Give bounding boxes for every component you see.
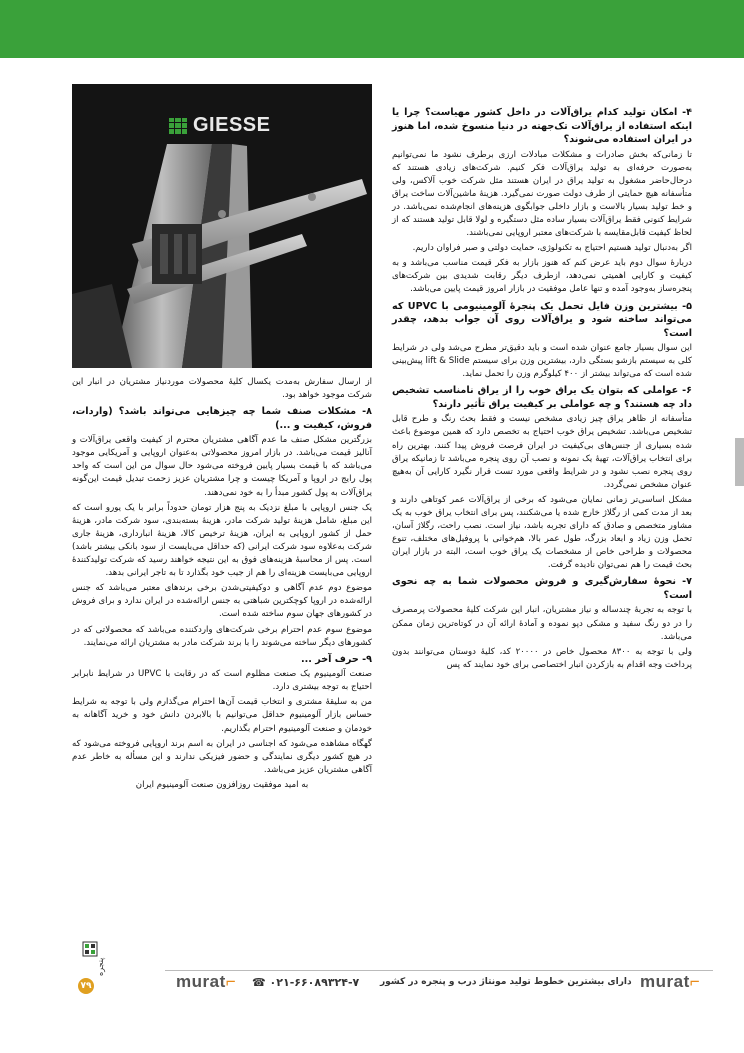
question-4-paragraph: اگر به‌دنبال تولید هستیم احتیاج به تکنولوژی، حمایت دولتی و صبر فراوان داریم. (412, 243, 692, 254)
question-6-heading: ۶- عواملی که بتوان یک یراق خوب را از یراق نامناسب تشخیص داد چه هستند؟ و چه عواملی بر کیفیت یراق تأثیر دارند؟ (392, 385, 692, 410)
murat-logo-right (640, 972, 700, 992)
question-9-heading: ۹- حرف آخر ... (301, 653, 372, 665)
murat-logo-text: murat (176, 972, 226, 991)
header-divider (0, 58, 744, 60)
product-photo (72, 84, 372, 368)
giesse-logo-mark-icon (169, 118, 187, 134)
question-4-heading: ۴- امکان تولید کدام یراق‌آلات در داخل کشور مهیاست؟ چرا یا اینکه استفاده از یراق‌آلات تک‌جهته در دنیا منسوخ شده، اما هنوز در ایران استفاده می‌شوند؟ (392, 107, 692, 145)
footer-phone (252, 976, 359, 989)
question-6-paragraph: مشکل اساسی‌تر زمانی نمایان می‌شود که برخی از یراق‌آلات عمر کوتاهی دارند و بعد از مدت کمی از رگلاژ خارج شده یا می‌شکنند، پس برای انتخاب یراق خوب به یک مشاور متخصص و صادق که دارای تجربه باشد، نیاز است. نصب راحت، رگلاژ آسان، تحمل وزن زیاد و ابعاد بزرگ، طول عمر بالا، هم‌خوانی با پروفیل‌های مختلف، تنوع محصولات و طراحی خاص از مشخصات یک یراق خوب است، البته در بازار ایران بحث قیمت را هم نمی‌توان نادیده گرفت. (392, 494, 692, 571)
question-8-paragraph: بزرگترین مشکل صنف ما عدم آگاهی مشتریان محترم از کیفیت واقعی یراق‌آلات و آنالیز قیمت می‌باشد. در بازار امروز محصولاتی به‌عنوان اروپایی و آمریکایی موجود می‌باشد که با قیمت بسیار پایین فروخته می‌شود حال سوال من این است که واحد پول رایج در اروپا و آمریکا چیست و چرا مشتریان عزیز زحمت تبدیل قیمت این‌گونه یراق‌آلات به پول کشور مبدأ را به خود نمی‌دهند. (72, 435, 372, 498)
murat-logo-left (176, 972, 236, 992)
question-7-continuation: از ارسال سفارش به‌مدت یکسال کلیهٔ محصولات موردنیاز مشتریان در انبار این شرکت موجود خواهد بود. (72, 377, 372, 401)
header-bar (0, 0, 744, 58)
question-9-paragraph: من به سلیقهٔ مشتری و انتخاب قیمت آن‌ها احترام می‌گذارم ولی با توجه به شرایط حساس بازار آلومینیوم حداقل می‌توانیم با بالابردن دانش خود و خرید آگاهانه به خودمان و صنعت آلومینیوم احترام بگذاریم. (72, 697, 372, 734)
article-left-column (72, 376, 372, 792)
question-5-paragraph: این سوال بسیار جامع عنوان شده است و باید دقیق‌تر مطرح می‌شد ولی در شرایط کلی به سیستم بازشو بستگی دارد، بیشترین وزن برای سیستم lift & Slide پیش‌بینی شده است که می‌تواند بیشتر از ۴۰۰ کیلوگرم وزن را تحمل نماید. (392, 343, 693, 380)
question-4-paragraph: تا زمانی‌که بخش صادرات و مشکلات مبادلات ارزی برطرف نشود ما نمی‌توانیم به‌صورت حرفه‌ای به تولید یراق‌آلات فکر کنیم. شرکت‌های زیادی هستند که درحال‌حاضر مشغول به تولید یراق در ایران هستند مثل شرکت خوب آلاکس، ولی متأسفانه هیچ حمایتی از طرف دولت صورت نمی‌گیرد. هزینهٔ ماشین‌آلات ساخت یراق و خط تولید بسیار بالاست و بازار داخلی جوابگوی هزینه‌های انجام‌شده نمی‌باشد. در شرایط کنونی فقط یراق‌آلات بسیار ساده مثل دستگیره و لولا قابل تولید هستند که از لحاظ کیفیت قابل‌مقایسه با شرکت‌های معتبر اروپایی نمی‌باشند. (392, 149, 692, 239)
giesse-logo (169, 114, 270, 137)
article-right-column (392, 103, 692, 672)
page-edge-tab (735, 438, 744, 486)
phone-icon: ☎ (252, 976, 266, 989)
question-9-paragraph: صنعت آلومینیوم یک صنعت مظلوم است که در رقابت با UPVC در شرایط نابرابر احتیاج به توجه بیشتری دارد. (72, 669, 372, 693)
footer-tagline: دارای بیشترین خطوط تولید مونتاژ درب و پنجره در کشور (380, 977, 632, 987)
closing-line: به امید موفقیت روزافزون صنعت آلومینیوم ایران (135, 779, 309, 790)
murat-logo-text: murat (640, 972, 690, 991)
question-7-paragraph: با توجه به تجربهٔ چندساله و نیاز مشتریان، انبار این شرکت کلیهٔ محصولات پرمصرف را در دو رنگ سفید و مشکی دپو نموده و آمادهٔ ارائه آن در کوتاه‌ترین زمان ممکن می‌باشد. (392, 605, 692, 642)
question-7-heading: ۷- نحوهٔ سفارش‌گیری و فروش محصولات شما به چه نحوی است؟ (392, 576, 692, 601)
question-8-paragraph: یک جنس اروپایی با مبلغ نزدیک به پنج هزار تومان حدوداً برابر با یک یورو است که این مبلغ، شامل هزینهٔ تولید شرکت مادر، هزینهٔ بسته‌بندی، سود شرکت مادر، هزینهٔ حمل از کشور اروپایی به ایران، هزینهٔ ترخیص کالا، هزینهٔ انبارداری، هزینهٔ جاری شرکت به‌علاوه سود شرکت ایرانی (که حداقل می‌بایست از سود بانکی بیشتر باشد) است. پس از محاسبهٔ هزینه‌های فوق به این نتیجه خواهند رسید که شرکت تولیدکنندهٔ اروپایی می‌بایست هزینه‌ای را هم از جیب خود بگذارد تا به تاجر ایرانی بدهد. (72, 502, 372, 579)
page-number: ۷۹ (78, 978, 94, 994)
question-8-paragraph: موضوع دوم عدم آگاهی و دوکیفیتی‌شدن برخی برندهای معتبر می‌باشد که جنس ارائه‌شده در اروپا کوچکترین شباهتی به جنس ارائه‌شده در ایران ندارد و برای فروش در کشورهای جهان سوم ساخته شده است. (72, 583, 372, 620)
question-6-paragraph: متأسفانه از ظاهر یراق چیز زیادی مشخص نیست و فقط بحث رنگ و طرح قابل تشخیص می‌باشد. تشخیص یراق خوب احتیاج به تخصص دارد که همین موضوع باعث شده بسیاری از جنس‌های بی‌کیفیت در ایران فرصت فروش پیدا کنند. بهترین راه برای انتخاب یراق‌آلات، تهیهٔ یک نمونه و نصب آن روی پنجره می‌باشد تا زمانیکه یراق روی پنجره نصب نشود و در شرایط واقعی مورد تست قرار نگیرد کارایی آن به‌هیچ عنوان مشخص نمی‌گردد. (392, 414, 692, 490)
question-7-paragraph: ولی با توجه به ۸۳۰۰ محصول خاص در ۲۰۰۰۰ کد، کلیهٔ دوستان می‌توانند بدون پرداخت وجه اقدام به بازکردن انبار اختصاصی برای خود نمایند که پس (392, 646, 693, 670)
phone-number: ۰۲۱-۶۶۰۸۹۳۲۴-۷ (269, 976, 360, 989)
svg-text:پنجره: پنجره (96, 957, 105, 976)
murat-accent-mark-icon: ⌐ (225, 972, 237, 991)
question-8-paragraph: موضوع سوم عدم احترام برخی شرکت‌های واردکننده می‌باشد که محصولاتی که در کشورهای دیگر ساخته می‌شوند را با برند شرکت مادر به مشتریان ارائه می‌نمایند. (72, 624, 372, 648)
giesse-logo-text: GIESSE (193, 114, 271, 136)
footer-divider (165, 970, 713, 971)
question-8-heading: ۸- مشکلات صنف شما چه چیزهایی می‌تواند باشد؟ (واردات، فروش، کیفیت و ...) (72, 406, 372, 431)
murat-accent-mark-icon: ⌐ (689, 972, 701, 991)
question-4-paragraph: دربارهٔ سوال دوم باید عرض کنم که هنوز بازار به فکر قیمت مناسب می‌باشد و به کیفیت و کارایی اهمیتی نمی‌دهد، ازطرف دیگر رقابت شدیدی بین شرکت‌های پنجره‌ساز به‌وجود آمده و تنها عامل موفقیت در بازار امروز قیمت پایین می‌باشد. (392, 258, 692, 295)
question-9-paragraph: گهگاه مشاهده می‌شود که اجناسی در ایران به اسم برند اروپایی فروخته می‌شود که در هیچ کشور دیگری نمایندگی و حضور فیزیکی ندارند و این مسأله به خاطر عدم آگاهی مشتریان عزیز می‌باشد. (72, 738, 372, 775)
question-5-heading: ۵- بیشترین وزن فایل تحمل یک پنجرهٔ آلومینیومی با UPVC که می‌تواند ساخته شود و یراق‌آلات روی آن جواب بدهد، چقدر است؟ (392, 300, 692, 339)
